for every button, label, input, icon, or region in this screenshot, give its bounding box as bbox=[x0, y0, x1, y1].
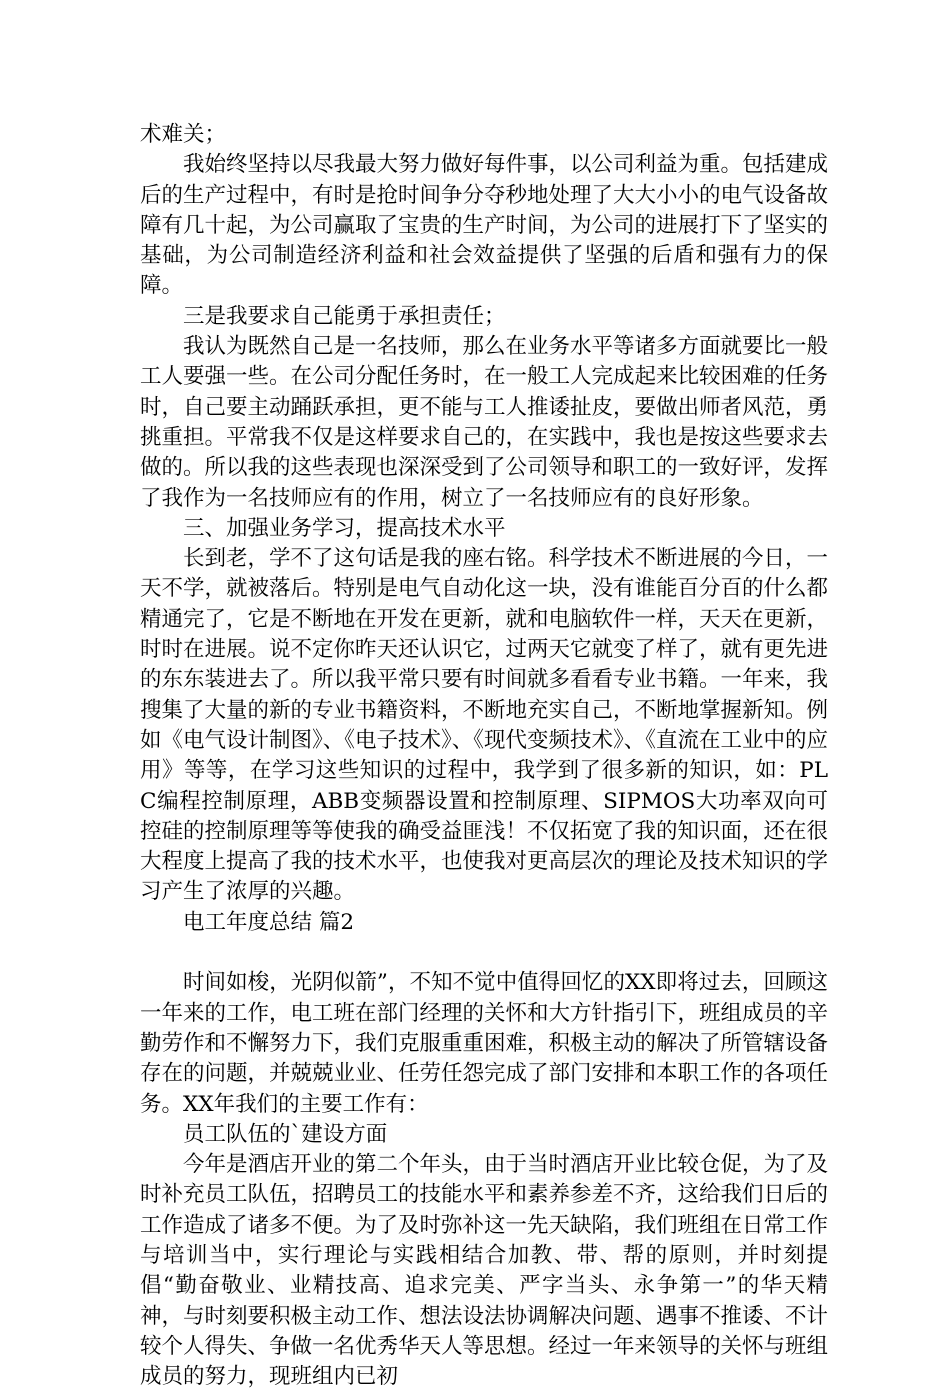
paragraph: 时间如梭，光阴似箭”，不知不觉中值得回忆的XX即将过去，回顾这一年来的工作，电工班在部门经理的关怀和大方针指引下，班组成员的辛勤劳作和不懈努力下，我们克服重重困难，积极主动的解决了所管辖设备存在的问题，并兢兢业业、任劳任怨完成了部门安排和本职工作的各项任务。XX年我们的主要工作有： bbox=[140, 970, 829, 1117]
paragraph: 三是我要求自己能勇于承担责任； bbox=[183, 303, 506, 329]
section-heading: 三、加强业务学习，提高技术水平 bbox=[183, 515, 506, 541]
section-heading: 员工队伍的`建设方面 bbox=[183, 1121, 388, 1147]
paragraph: 今年是酒店开业的第二个年头，由于当时酒店开业比较仓促，为了及时补充员工队伍，招聘员工的技能水平和素养参差不齐，这给我们日后的工作造成了诸多不便。为了及时弥补这一先天缺陷，我们班组在日常工作与培训当中，实行理论与实践相结合加教、带、帮的原则，并时刻提倡“勤奋敬业、业精技高、追求完美、严字当头、永争第一”的华天精神，与时刻要积极主动工作、想法设法协调解决问题、遇事不推诿、不计较个人得失、争做一名优秀华天人等思想。经过一年来领导的关怀与班组成员的努力，现班组内已初 bbox=[140, 1152, 829, 1390]
article-heading: 电工年度总结 篇2 bbox=[183, 909, 355, 935]
paragraph: 我认为既然自己是一名技师，那么在业务水平等诸多方面就要比一般工人要强一些。在公司分配任务时，在一般工人完成起来比较困难的任务时，自己要主动踊跃承担，更不能与工人推诿扯皮，要做出师者风范，勇挑重担。平常我不仅是这样要求自己的，在实践中，我也是按这些要求去做的。所以我的这些表现也深深受到了公司领导和职工的一致好评，发挥了我作为一名技师应有的作用，树立了一名技师应有的良好形象。 bbox=[140, 334, 829, 511]
paragraph: 我始终坚持以尽我最大努力做好每件事，以公司利益为重。包括建成后的生产过程中，有时是抢时间争分夺秒地处理了大大小小的电气设备故障有几十起，为公司赢取了宝贵的生产时间，为公司的进展打下了坚实的基础，为公司制造经济利益和社会效益提供了坚强的后盾和强有力的保障。 bbox=[140, 152, 829, 299]
paragraph: 术难关； bbox=[140, 122, 227, 147]
paragraph: 长到老，学不了这句话是我的座右铭。科学技术不断进展的今日，一天不学，就被落后。特别是电气自动化这一块，没有谁能百分百的什么都精通完了，它是不断地在开发在更新，就和电脑软件一样，天天在更新，时时在进展。说不定你昨天还认识它，过两天它就变了样了，就有更先进的东东装进去了。所以我平常只要有时间就多看看专业书籍。一年来，我搜集了大量的新的专业书籍资料，不断地充实自己，不断地掌握新知。例如《电气设计制图》、《电子技术》、《现代变频技术》、《直流在工业中的应用》等等，在学习这些知识的过程中，我学到了很多新的知识，如：PLC编程控制原理，ABB变频器设置和控制原理、SIPMOS大功率双向可控硅的控制原理等等使我的确受益匪浅！不仅拓宽了我的知识面，还在很大程度上提高了我的技术水平，也使我对更高层次的理论及技术知识的学习产生了浓厚的兴趣。 bbox=[140, 546, 829, 905]
blank-line bbox=[140, 938, 828, 968]
document-body bbox=[140, 120, 828, 1392]
